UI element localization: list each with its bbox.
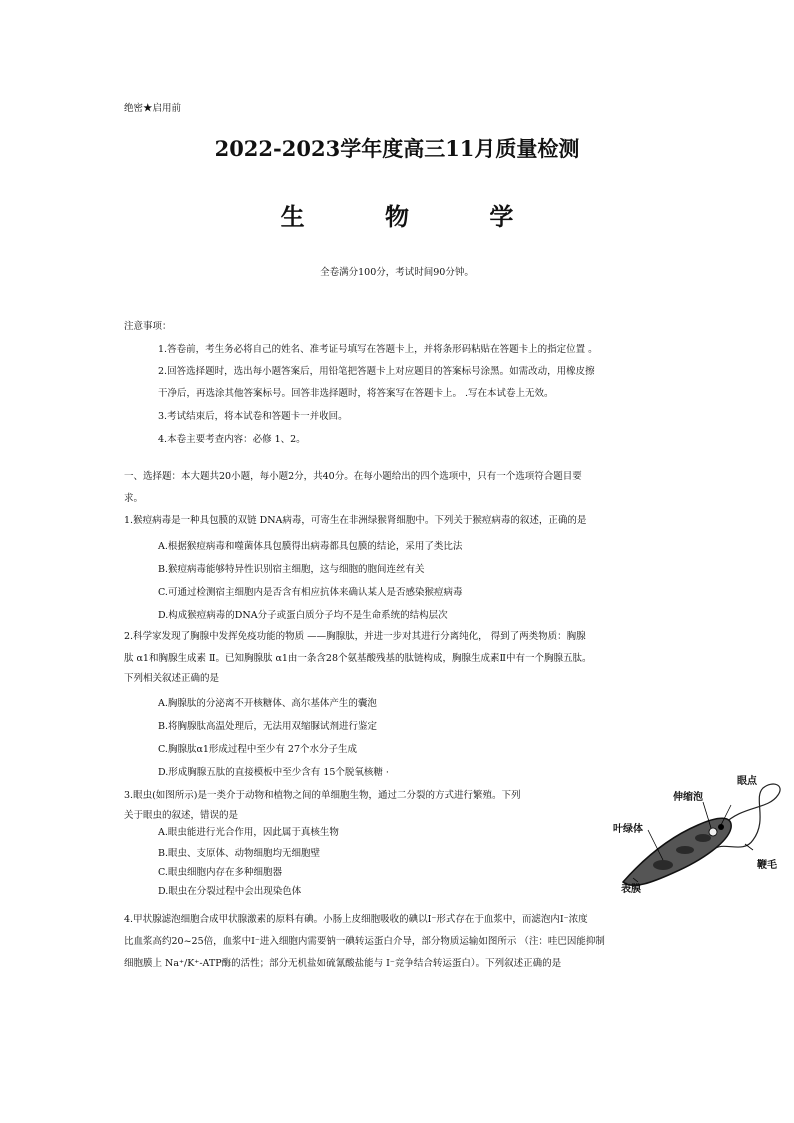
question-3-option-b: B.眼虫、支原体、动物细胞均无细胞壁 bbox=[158, 848, 321, 859]
score-time-line: 全卷满分100分，考试时间90分钟。 bbox=[320, 267, 474, 278]
exam-title: 2022-2023学年度高三11月质量检测 bbox=[214, 136, 580, 161]
question-4-stem: 比血浆高约20~25倍，血浆中I⁻进入细胞内需要钠一碘转运蛋白介导，部分物质运输如图所示 （注：哇巴因能抑制 bbox=[124, 936, 605, 947]
note-item: 3.考试结束后，将本试卷和答题卡一并收回。 bbox=[158, 411, 348, 422]
flagellum-label: 鞭毛 bbox=[757, 860, 777, 871]
question-4-stem: 细胞膜上 Na⁺/K⁺-ATP酶的活性；部分无机盐如硫氰酸盐能与 I⁻竞争结合转运蛋白）。下列叙述正确的是 bbox=[124, 958, 562, 969]
contractile-vacuole-label: 伸缩泡 bbox=[673, 792, 703, 803]
question-1-option-d: D.构成猴痘病毒的DNA分子或蛋白质分子均不是生命系统的结构层次 bbox=[158, 610, 448, 621]
question-3-stem: 3.眼虫(如图所示)是一类介于动物和植物之间的单细胞生物，通过二分裂的方式进行繁殖。下列 bbox=[124, 790, 521, 801]
note-item: 干净后，再选涂其他答案标号。回答非选择题时，将答案写在答题卡上。 .写在本试卷上无效。 bbox=[158, 388, 554, 399]
question-2-option-a: A.胸腺肽的分泌离不开核糖体、高尔基体产生的囊泡 bbox=[158, 698, 377, 709]
subject-title: 生 物 学 bbox=[280, 202, 550, 231]
eyespot-label: 眼点 bbox=[737, 776, 757, 787]
question-3-option-c: C.眼虫细胞内存在多种细胞器 bbox=[158, 867, 282, 878]
question-2-option-d: D.形成胸腺五肽的直接模板中至少含有 15个脱氧核糖 · bbox=[158, 767, 389, 778]
confidential-mark: 绝密★启用前 bbox=[124, 103, 182, 114]
pellicle-label: 表膜 bbox=[621, 884, 641, 895]
chloroplast-label: 叶绿体 bbox=[613, 824, 643, 835]
question-2-option-c: C.胸腺肽α1形成过程中至少有 27个水分子生成 bbox=[158, 744, 358, 755]
question-2-stem: 肽 α1和胸腺生成素 Ⅱ。已知胸腺肽 α1由一条含28个氨基酸残基的肽链构成，胸腺生成素Ⅱ中有一个胸腺五肽。 bbox=[124, 653, 592, 664]
question-3-option-a: A.眼虫能进行光合作用，因此属于真核生物 bbox=[158, 827, 339, 838]
question-1-option-c: C.可通过检测宿主细胞内是否含有相应抗体来确认某人是否感染猴痘病毒 bbox=[158, 587, 463, 598]
note-item: 1.答卷前，考生务必将自己的姓名、准考证号填写在答题卡上，并将条形码粘贴在答题卡上的指定位置 。 bbox=[158, 344, 598, 355]
note-item: 2.回答选择题时，选出每小题答案后，用铅笔把答题卡上对应题目的答案标号涂黑。如需改动，用橡皮擦 bbox=[158, 366, 595, 377]
question-4-stem: 4.甲状腺滤泡细胞合成甲状腺激素的原料有碘。小肠上皮细胞吸收的碘以I⁻形式存在于血浆中，而滤泡内I⁻浓度 bbox=[124, 914, 588, 925]
question-3-option-d: D.眼虫在分裂过程中会出现染色体 bbox=[158, 886, 302, 897]
notes-title: 注意事项： bbox=[124, 321, 172, 332]
question-2-stem: 下列相关叙述正确的是 bbox=[124, 673, 220, 684]
euglena-figure bbox=[603, 770, 793, 895]
question-2-stem: 2.科学家发现了胸腺中发挥免疫功能的物质 ——胸腺肽，并进一步对其进行分离纯化， 得到了两类物质：胸腺 bbox=[124, 631, 586, 642]
section-heading: 一、选择题：本大题共20小题，每小题2分，共40分。在每小题给出的四个选项中，只有一个选项符合题目要 bbox=[124, 471, 582, 482]
section-heading-cont: 求。 bbox=[124, 493, 144, 504]
note-item: 4.本卷主要考查内容：必修 1、2。 bbox=[158, 434, 306, 445]
question-1-option-a: A.根据猴痘病毒和噬菌体具包膜得出病毒都具包膜的结论，采用了类比法 bbox=[158, 541, 463, 552]
question-1-option-b: B.猴痘病毒能够特异性识别宿主细胞，这与细胞的胞间连丝有关 bbox=[158, 564, 425, 575]
question-2-option-b: B.将胸腺肽高温处理后，无法用双缩脲试剂进行鉴定 bbox=[158, 721, 378, 732]
question-1-stem: 1.猴痘病毒是一种具包膜的双链 DNA病毒，可寄生在非洲绿猴肾细胞中。下列关于猴痘病毒的叙述，正确的是 bbox=[124, 515, 587, 526]
question-3-stem: 关于眼虫的叙述，错误的是 bbox=[124, 810, 239, 821]
